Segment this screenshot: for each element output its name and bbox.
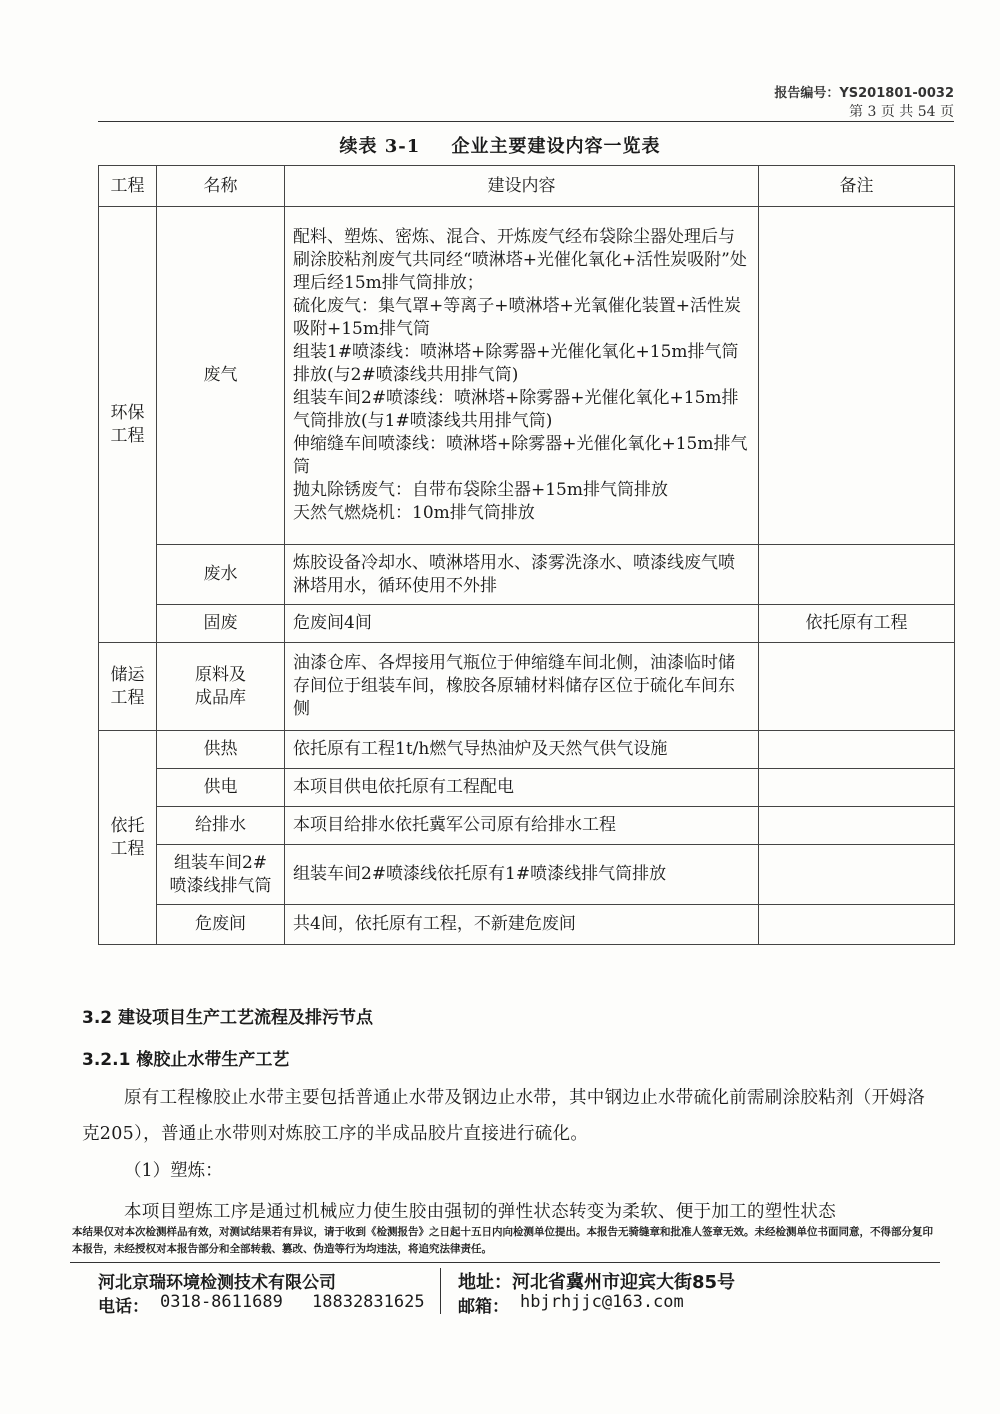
col-header-name: 名称 bbox=[157, 166, 285, 207]
disclaimer-text: 本结果仅对本次检测样品有效，对测试结果若有异议，请于收到《检测报告》之日起十五日内向检测单位提出。本报告无骑缝章和批准人签章无效。未经检测单位书面同意，不得部分复印本报告，未经授权对本报告部分和全部转载、篡改、伪造等行为均违法，将追究法律责任。 bbox=[72, 1226, 933, 1255]
row-remark bbox=[759, 545, 955, 605]
row-content: 油漆仓库、各焊接用气瓶位于伸缩缝车间北侧，油漆临时储存间位于组装车间，橡胶各原辅材料储存区位于硫化车间东侧 bbox=[285, 643, 759, 731]
row-remark bbox=[759, 731, 955, 769]
table-row bbox=[99, 605, 955, 643]
row-name: 废水 bbox=[157, 545, 285, 605]
page-number: 第 3 页 共 54 页 bbox=[849, 104, 954, 120]
row-remark bbox=[759, 207, 955, 545]
row-content: 依托原有工程1t/h燃气导热油炉及天然气供气设施 bbox=[285, 731, 759, 769]
group-env: 环保工程 bbox=[99, 207, 157, 643]
table-row bbox=[99, 845, 955, 905]
row-remark bbox=[759, 905, 955, 945]
row-remark bbox=[759, 807, 955, 845]
table-number: 续表 3-1 bbox=[339, 136, 421, 157]
row-name: 供电 bbox=[157, 769, 285, 807]
table-row bbox=[99, 545, 955, 605]
phone-label: 电话： bbox=[98, 1297, 149, 1317]
table-row bbox=[99, 807, 955, 845]
email-address: hbjrhjjc@163.com bbox=[520, 1292, 684, 1312]
table-row bbox=[99, 731, 955, 769]
row-content: 组装车间2#喷漆线依托原有1#喷漆线排气筒排放 bbox=[285, 845, 759, 905]
row-remark bbox=[759, 769, 955, 807]
row-content: 本项目供电依托原有工程配电 bbox=[285, 769, 759, 807]
company-name: 河北京瑞环境检测技术有限公司 bbox=[98, 1273, 336, 1293]
row-remark: 依托原有工程 bbox=[759, 605, 955, 643]
paragraph: 原有工程橡胶止水带主要包括普通止水带及钢边止水带，其中钢边止水带硫化前需刷涂胶粘剂（开姆洛克205），普通止水带则对炼胶工序的半成品胶片直接进行硫化。 bbox=[82, 1088, 925, 1144]
table-row bbox=[99, 643, 955, 731]
group-storage: 储运工程 bbox=[99, 643, 157, 731]
row-content: 炼胶设备冷却水、喷淋塔用水、漆雾洗涤水、喷漆线废气喷淋塔用水，循环使用不外排 bbox=[285, 545, 759, 605]
report-number: 报告编号：YS201801-0032 bbox=[774, 86, 954, 101]
subsection-heading: 3.2.1 橡胶止水带生产工艺 bbox=[82, 1050, 290, 1070]
row-name: 废气 bbox=[157, 207, 285, 545]
paragraph: 本项目塑炼工序是通过机械应力使生胶由强韧的弹性状态转变为柔软、便于加工的塑性状态 bbox=[124, 1202, 836, 1222]
group-rely: 依托工程 bbox=[99, 731, 157, 945]
row-content: 危废间4间 bbox=[285, 605, 759, 643]
table-header-row bbox=[99, 166, 955, 207]
phone-number: 0318-8611689 bbox=[160, 1292, 283, 1312]
row-name: 原料及 成品库 bbox=[157, 643, 285, 731]
table-caption: 企业主要建设内容一览表 bbox=[451, 136, 661, 157]
row-remark bbox=[759, 643, 955, 731]
row-name: 危废间 bbox=[157, 905, 285, 945]
row-name: 固废 bbox=[157, 605, 285, 643]
row-name: 给排水 bbox=[157, 807, 285, 845]
footer-divider bbox=[440, 1268, 441, 1314]
address: 地址：河北省冀州市迎宾大街85号 bbox=[458, 1272, 736, 1293]
table-row bbox=[99, 207, 955, 545]
email-label: 邮箱： bbox=[458, 1297, 509, 1317]
item-label: （1）塑炼： bbox=[124, 1161, 223, 1181]
mobile-number: 18832831625 bbox=[312, 1292, 425, 1312]
col-header-remark: 备注 bbox=[759, 166, 955, 207]
row-content: 共4间，依托原有工程，不新建危废间 bbox=[285, 905, 759, 945]
col-header-project: 工程 bbox=[99, 166, 157, 207]
col-header-content: 建设内容 bbox=[285, 166, 759, 207]
construction-content-table bbox=[98, 165, 955, 945]
header-rule bbox=[98, 121, 954, 122]
table-row bbox=[99, 905, 955, 945]
row-remark bbox=[759, 845, 955, 905]
row-content: 配料、塑炼、密炼、混合、开炼废气经布袋除尘器处理后与刷涂胶粘剂废气共同经“喷淋塔+光催化氧化+活性炭吸附”处理后经15m排气筒排放； 硫化废气：集气罩+等离子+喷淋塔+光氧催化装置+活性炭吸附+15m排气筒 组装1#喷漆线：喷淋塔+除雾器+光催化氧化+15m排气筒排放(与2#喷漆线共用排气筒) 组装车间2#喷漆线：喷淋塔+除雾器+光催化氧化+15m排气筒排放(与1#喷漆线共用排气筒) 伸缩缝车间喷漆线：喷淋塔+除雾器+光催化氧化+15m排气筒 抛丸除锈废气：自带布袋除尘器+15m排气筒排放 天然气燃烧机：10m排气筒排放 bbox=[285, 207, 759, 545]
row-name: 组装车间2# 喷漆线排气筒 bbox=[157, 845, 285, 905]
row-name: 供热 bbox=[157, 731, 285, 769]
row-content: 本项目给排水依托冀军公司原有给排水工程 bbox=[285, 807, 759, 845]
table-title bbox=[0, 132, 1000, 158]
footer-rule bbox=[70, 1262, 940, 1263]
table-row bbox=[99, 769, 955, 807]
section-heading: 3.2 建设项目生产工艺流程及排污节点 bbox=[82, 1008, 374, 1028]
